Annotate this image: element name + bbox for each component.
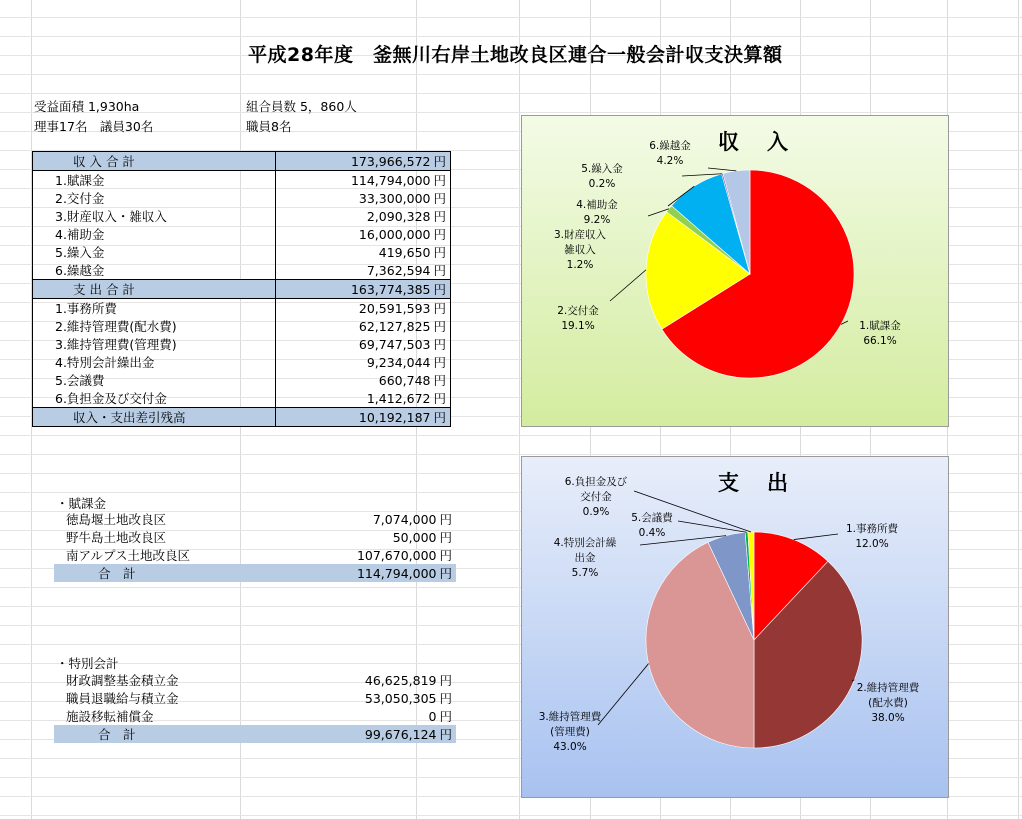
row-amount [338,510,456,528]
row-label: 2.交付金 [33,189,276,207]
table-row [33,389,451,408]
amount-value: 46,625,819 [364,673,437,688]
currency-unit: 円 [433,301,446,316]
table-row [33,317,451,335]
income-expense-table [32,151,451,427]
currency-unit: 円 [439,709,452,724]
row-amount [338,689,456,707]
amount-value: 7,074,000 [372,512,437,527]
amount-value: 50,000 [392,530,437,545]
amount-value: 2,090,328 [366,209,431,224]
currency-unit: 円 [433,227,446,242]
amount-value: 10,192,187 [358,410,431,425]
data-label: 43.0% [553,741,587,753]
page-title: 平成28年度 釜無川右岸土地改良区連合一般会計収支決算額 [248,44,783,66]
data-label: 5.7% [571,567,599,579]
row-amount [338,546,456,564]
table-row [33,371,451,389]
table-row [54,546,456,564]
table-row [54,707,456,725]
table-row [54,689,456,707]
data-label: 5.繰入金 [581,163,623,175]
total-amount [338,564,456,582]
row-label: 3.財産収入・雑収入 [33,207,276,225]
amount-value: 9,234,044 [366,355,431,370]
row-amount [276,408,451,427]
leader-line [598,664,649,725]
data-label: 出金 [574,552,596,564]
grid-row-line [0,93,1022,94]
data-label: 交付金 [580,491,612,503]
amount-value: 33,300,000 [358,191,431,206]
leader-line [708,168,736,171]
area-info: 受益面積 1,930ha [34,99,140,114]
row-label: 財政調整基金積立金 [66,673,179,688]
total-row [33,152,451,171]
data-label: 12.0% [855,538,889,550]
data-label: 4.特別会計繰 [553,537,617,549]
row-amount [276,280,451,299]
grid-row-line [0,112,1022,113]
amount-value: 0 [428,709,437,724]
currency-unit: 円 [439,512,452,527]
row-label: 南アルプス土地改良区 [66,548,191,563]
staff-info: 職員8名 [246,119,292,134]
amount-value: 16,000,000 [358,227,431,242]
currency-unit: 円 [433,209,446,224]
row-label: 職員退職給与積立金 [66,691,179,706]
leader-line [610,270,646,301]
amount-value: 1,412,672 [366,391,431,406]
expense-pie-svg [522,457,948,797]
total-amount [338,725,456,743]
leader-line [794,534,838,540]
amount-value: 20,591,593 [358,301,431,316]
row-label: 野牛島土地改良区 [66,530,167,545]
data-label: 5.会議費 [631,512,673,524]
special-account-table [54,671,456,743]
amount-value: 107,670,000 [356,548,437,563]
data-label: 2.維持管理費 [856,682,920,694]
amount-value: 173,966,572 [350,154,431,169]
row-label: 支 出 合 計 [33,280,276,299]
currency-unit: 円 [433,319,446,334]
data-label: (管理費) [550,726,590,738]
table-row [33,261,451,280]
row-amount [276,171,451,190]
member-count: 組合員数 5，860人 [246,99,357,114]
row-amount [276,225,451,243]
data-label: (配水費) [868,697,908,709]
table-row [54,510,456,528]
row-label: 4.補助金 [33,225,276,243]
currency-unit: 円 [433,282,446,297]
row-label: 2.維持管理費(配水費) [33,317,276,335]
data-label: 1.賦課金 [859,320,901,332]
levy-table [54,510,456,582]
amount-value: 99,676,124 [364,727,437,742]
amount-value: 62,127,825 [358,319,431,334]
table-row [33,299,451,318]
currency-unit: 円 [433,173,446,188]
row-label: 収 入 合 計 [33,152,276,171]
amount-value: 660,748 [378,373,431,388]
currency-unit: 円 [433,337,446,352]
row-amount [338,671,456,689]
row-amount [338,707,456,725]
currency-unit: 円 [439,691,452,706]
grid-col-line [519,0,520,819]
table-row [33,353,451,371]
grid-row-line [0,435,1022,436]
currency-unit: 円 [433,263,446,278]
data-label: 雑収入 [564,244,596,256]
row-amount [276,353,451,371]
table-row [33,207,451,225]
grid-row-line [0,74,1022,75]
table-row [54,528,456,546]
data-label: 66.1% [863,335,897,347]
data-label: 6.負担金及び [564,476,628,488]
data-label: 4.補助金 [576,199,618,211]
currency-unit: 円 [433,154,446,169]
amount-value: 114,794,000 [350,173,431,188]
amount-value: 69,747,503 [358,337,431,352]
data-label: 19.1% [561,320,595,332]
total-row [54,725,456,743]
data-label: 0.4% [638,527,666,539]
row-label: 3.維持管理費(管理費) [33,335,276,353]
data-label: 9.2% [583,214,611,226]
table-row [33,189,451,207]
amount-value: 114,794,000 [356,566,437,581]
currency-unit: 円 [433,391,446,406]
row-label: 5.繰入金 [33,243,276,261]
row-amount [276,389,451,408]
currency-unit: 円 [433,245,446,260]
expense-pie-chart[interactable] [521,456,949,798]
row-amount [276,243,451,261]
row-label: 徳島堰土地改良区 [66,512,167,527]
currency-unit: 円 [433,373,446,388]
currency-unit: 円 [439,548,452,563]
levy-header: ・賦課金 [56,496,107,511]
special-account-header: ・特別会計 [56,656,119,671]
currency-unit: 円 [439,727,452,742]
income-pie-chart[interactable] [521,115,949,427]
currency-unit: 円 [433,410,446,425]
table-row [33,171,451,190]
grid-row-line [0,454,1022,455]
director-info: 理事17名 議員30名 [34,119,154,134]
data-label: 3.財産収入 [553,229,607,241]
row-amount [276,207,451,225]
row-label: 1.賦課金 [33,171,276,190]
currency-unit: 円 [439,530,452,545]
currency-unit: 円 [433,355,446,370]
data-label: 3.維持管理費 [538,711,602,723]
amount-value: 53,050,305 [364,691,437,706]
data-label: 1.事務所費 [845,523,899,535]
row-label: 1.事務所費 [33,299,276,318]
total-label: 合 計 [54,725,338,743]
grid-row-line [0,36,1022,37]
table-row [33,335,451,353]
currency-unit: 円 [439,566,452,581]
row-amount [338,528,456,546]
row-label: 4.特別会計繰出金 [33,353,276,371]
row-label: 5.会議費 [33,371,276,389]
expense-chart-title: 支出 [718,471,816,495]
total-label: 合 計 [54,564,338,582]
row-amount [276,335,451,353]
income-chart-title: 収入 [718,130,816,154]
amount-value: 419,650 [378,245,431,260]
data-label: 38.0% [871,712,905,724]
amount-value: 163,774,385 [350,282,431,297]
table-row [33,243,451,261]
row-amount [276,317,451,335]
data-label: 1.2% [566,259,594,271]
table-row [33,225,451,243]
table-row [54,671,456,689]
data-label: 2.交付金 [557,305,599,317]
total-row [33,280,451,299]
total-row [33,408,451,427]
row-label: 収入・支出差引残高 [33,408,276,427]
grid-col-line [1018,0,1019,819]
grid-row-line [0,815,1022,816]
grid-row-line [0,17,1022,18]
data-label: 0.2% [588,178,616,190]
row-amount [276,152,451,171]
data-label: 0.9% [582,506,610,518]
income-pie-svg [522,116,948,426]
row-amount [276,299,451,318]
row-label: 6.繰越金 [33,261,276,280]
currency-unit: 円 [439,673,452,688]
currency-unit: 円 [433,191,446,206]
total-row [54,564,456,582]
data-label: 4.2% [656,155,684,167]
row-amount [276,189,451,207]
row-label: 6.負担金及び交付金 [33,389,276,408]
row-label: 施設移転補償金 [66,709,154,724]
data-label: 6.繰越金 [649,140,691,152]
row-amount [276,261,451,280]
row-amount [276,371,451,389]
amount-value: 7,362,594 [366,263,431,278]
